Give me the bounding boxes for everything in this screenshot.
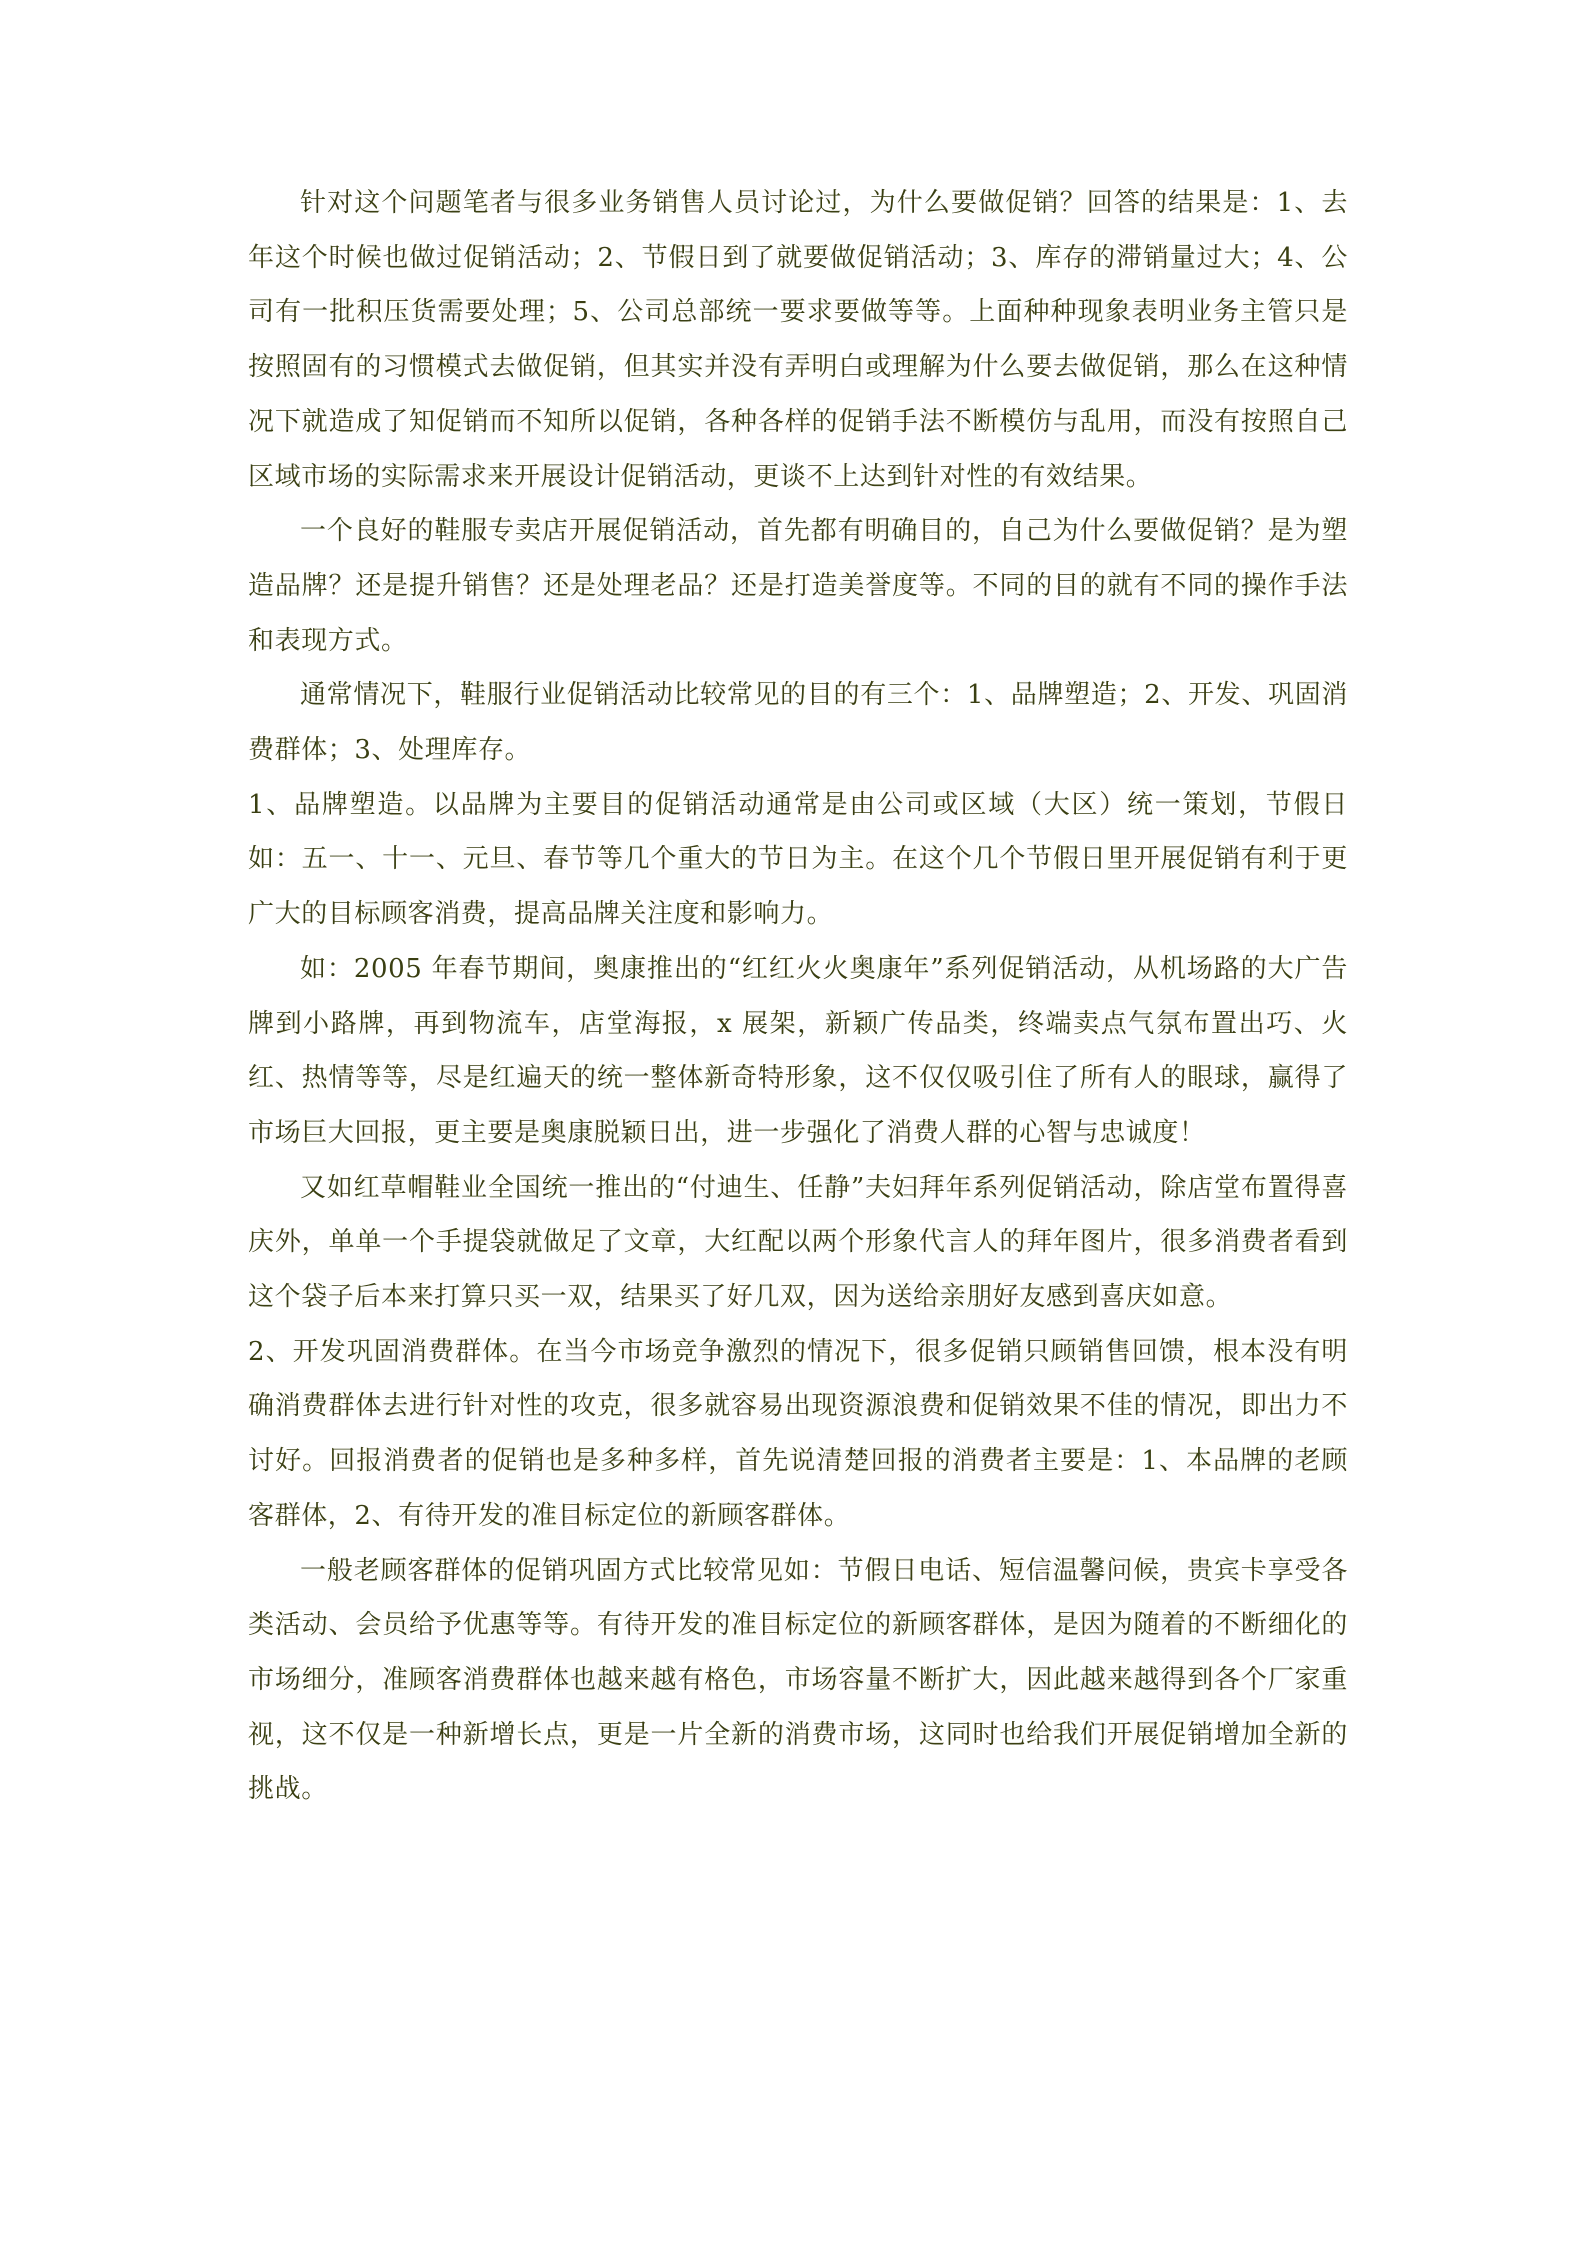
document-body bbox=[248, 176, 1348, 1817]
paragraph: 如：2005 年春节期间，奥康推出的“红红火火奥康年”系列促销活动，从机场路的大广告牌到小路牌，再到物流车，店堂海报，x 展架，新颖广传品类，终端卖点气氛布置出巧、火红、热情等等，尽是红遍天的统一整体新奇特形象，这不仅仅吸引住了所有人的眼球，赢得了市场巨大回报，更主要是奥康脱颖日出，进一步强化了消费人群的心智与忠诚度！ bbox=[248, 953, 1348, 1148]
paragraph: 通常情况下，鞋服行业促销活动比较常见的目的有三个：1、品牌塑造；2、开发、巩固消费群体；3、处理库存。 bbox=[248, 680, 1348, 766]
paragraph: 针对这个问题笔者与很多业务销售人员讨论过，为什么要做促销？回答的结果是：1、去年这个时候也做过促销活动；2、节假日到了就要做促销活动；3、库存的滞销量过大；4、公司有一批积压货需要处理；5、公司总部统一要求要做等等。上面种种现象表明业务主管只是按照固有的习惯模式去做促销，但其实并没有弄明白或理解为什么要去做促销，那么在这种情况下就造成了知促销而不知所以促销，各种各样的促销手法不断模仿与乱用，而没有按照自己区域市场的实际需求来开展设计促销活动，更谈不上达到针对性的有效结果。 bbox=[248, 188, 1348, 492]
paragraph: 一般老顾客群体的促销巩固方式比较常见如：节假日电话、短信温馨问候，贵宾卡享受各类活动、会员给予优惠等等。有待开发的准目标定位的新顾客群体，是因为随着的不断细化的市场细分，准顾客消费群体也越来越有格色，市场容量不断扩大，因此越来越得到各个厂家重视，这不仅是一种新增长点，更是一片全新的消费市场，这同时也给我们开展促销增加全新的挑战。 bbox=[248, 1555, 1348, 1805]
paragraph: 1、品牌塑造。以品牌为主要目的促销活动通常是由公司或区域（大区）统一策划，节假日如：五一、十一、元旦、春节等几个重大的节日为主。在这个几个节假日里开展促销有利于更广大的目标顾客消费，提高品牌关注度和影响力。 bbox=[248, 789, 1348, 930]
paragraph: 一个良好的鞋服专卖店开展促销活动，首先都有明确目的，自己为什么要做促销？是为塑造品牌？还是提升销售？还是处理老品？还是打造美誉度等。不同的目的就有不同的操作手法和表现方式。 bbox=[248, 516, 1348, 656]
paragraph: 2、开发巩固消费群体。在当今市场竞争激烈的情况下，很多促销只顾销售回馈，根本没有明确消费群体去进行针对性的攻克，很多就容易出现资源浪费和促销效果不佳的情况，即出力不讨好。回报消费者的促销也是多种多样，首先说清楚回报的消费者主要是：1、本品牌的老顾客群体，2、有待开发的准目标定位的新顾客群体。 bbox=[248, 1336, 1348, 1531]
paragraph: 又如红草帽鞋业全国统一推出的“付迪生、任静”夫妇拜年系列促销活动，除店堂布置得喜庆外，单单一个手提袋就做足了文章，大红配以两个形象代言人的拜年图片，很多消费者看到这个袋子后本来打算只买一双，结果买了好几双，因为送给亲朋好友感到喜庆如意。 bbox=[248, 1172, 1348, 1313]
